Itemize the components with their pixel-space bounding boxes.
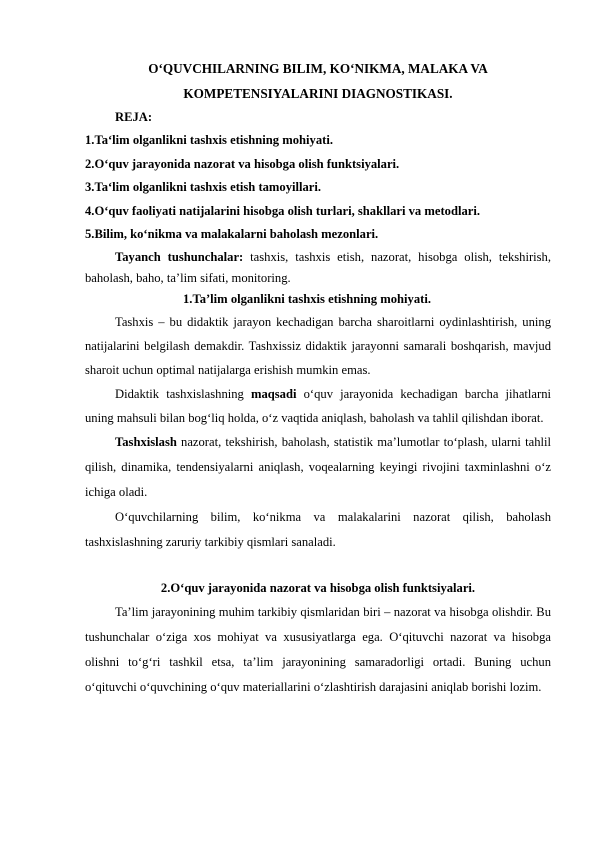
paragraph-diagnosing (85, 430, 551, 505)
paragraph-tashxis-definition: Tashxis – bu didaktik jarayon kechadigan barcha sharoitlarni oydinlashtirish, uning natijalarini belgilash demakdir. Tashxissiz didaktik jarayonni samarali boshqarish, mavjud sharoit uchun optimal natijalarga erishish mumkin emas. (85, 314, 551, 377)
key-terms-text: tashxis, tashxis etish, nazorat, hisobga olish, tekshirish, baholash, baho, ta’lim sifati, monitoring. (85, 249, 551, 285)
paragraph-diagnosing-bold: Tashxislash (115, 434, 177, 449)
title-line-2: KOMPETENSIYALARINI DIAGNOSTIKASI. (183, 86, 453, 101)
plan-item: 3.Ta‘lim olganlikni tashxis etish tamoyillari. (85, 180, 322, 194)
paragraph-goal (85, 382, 551, 430)
paragraph-goal-end: o‘quv jarayonida kechadigan barcha jihatlarni uning mahsuli bilan bog‘liq holda, o‘z vaqtida aniqlash, baholash va tahlil qilishdan iborat. (85, 386, 551, 425)
document-page (85, 56, 551, 700)
paragraph-diagnosing-end: nazorat, tekshirish, baholash, statistik ma’lumotlar to‘plash, ularni tahlil qilish, dinamika, tendensiyalarni aniqlash, voqealarning keyingi rivojini taxminlashni o‘z ichiga oladi. (85, 434, 551, 499)
paragraph-components: O‘quvchilarning bilim, ko‘nikma va malakalarini nazorat qilish, baholash tashxislashning zaruriy tarkibiy qismlari sanaladi. (85, 509, 551, 549)
plan-list (85, 129, 551, 247)
plan-item: 2.O‘quv jarayonida nazorat va hisobga olish funktsiyalari. (85, 156, 400, 171)
paragraph-goal-bold: maqsadi (250, 386, 297, 401)
paragraph-goal-start: Didaktik tashxislashning (115, 386, 251, 401)
key-terms-label: Tayanch tushunchalar: (115, 249, 244, 264)
plan-item: 1.Ta‘lim olganlikni tashxis etishning mohiyati. (85, 133, 333, 147)
section-1-title: 1.Ta’lim olganlikni tashxis etishning mohiyati. (183, 291, 431, 306)
document-title (85, 56, 551, 106)
key-terms-paragraph (85, 247, 551, 289)
plan-item: 4.O‘quv faoliyati natijalarini hisobga olish turlari, shakllari va metodlari. (85, 203, 480, 218)
paragraph-control: Ta’lim jarayonining muhim tarkibiy qismlaridan biri – nazorat va hisobga olishdir. Bu tushunchalar o‘ziga xos mohiyat va xususiyatlarga ega. O‘qituvchi nazorat va hisobga olishni to‘g‘ri tashkil etsa, ta’lim jarayonining samaradorligi ortadi. Buning uchun o‘qituvchi o‘quvchining o‘quv materiallarini o‘zlashtirish darajasini aniqlab borishi lozim. (85, 604, 551, 694)
plan-item: 5.Bilim, ko‘nikma va malakalarni baholash mezonlari. (85, 227, 379, 241)
section-2-title: 2.O‘quv jarayonida nazorat va hisobga olish funktsiyalari. (160, 580, 476, 595)
plan-heading: REJA: (115, 110, 153, 124)
title-line-1: O‘QUVCHILARNING BILIM, KO‘NIKMA, MALAKA VA (148, 61, 488, 76)
